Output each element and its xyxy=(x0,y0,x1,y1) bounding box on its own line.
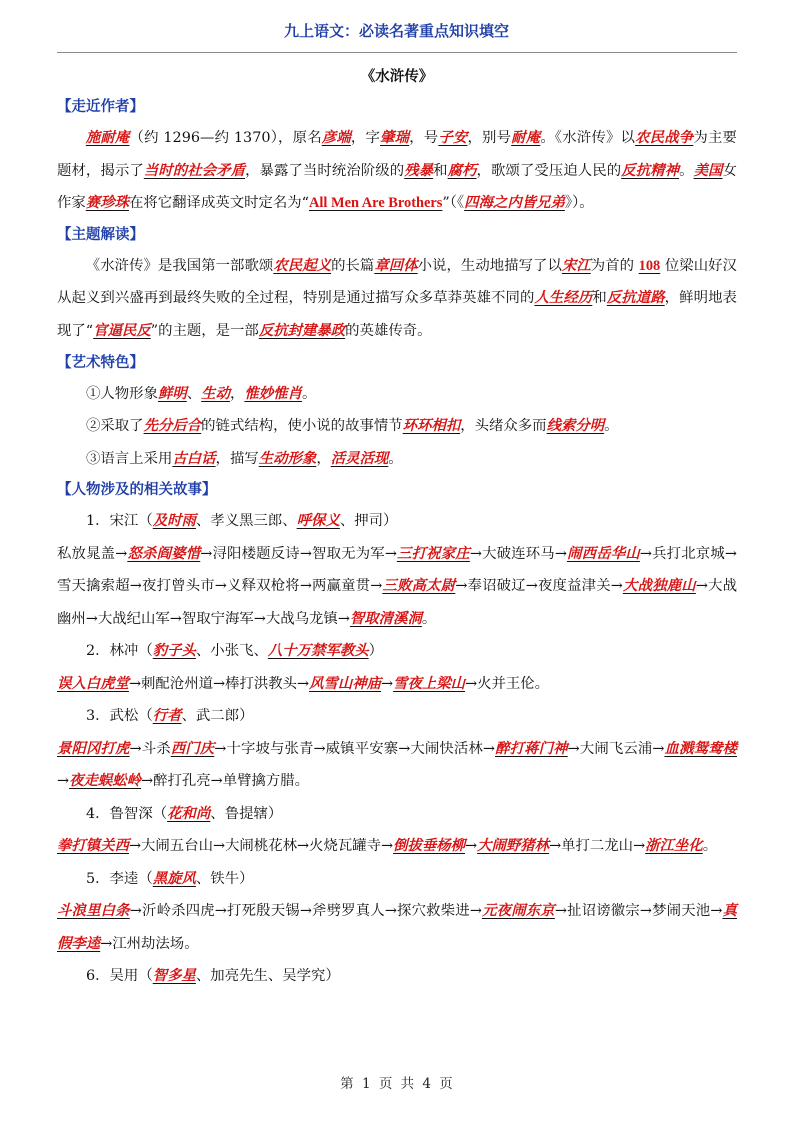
text-run: →单打二龙山→ xyxy=(549,838,646,855)
answer-text: 倒拔垂杨柳 xyxy=(393,837,466,855)
text-run: 、押司） xyxy=(339,513,398,530)
text-run: 在将它翻译成英文时定名为“ xyxy=(128,195,310,212)
answer-text: 四海之内皆兄弟 xyxy=(464,194,565,212)
answer-text: 残暴 xyxy=(404,161,434,179)
text-run: 位梁山好汉从起义到兴盛再到最终失败的全过程，特别是通过描写众多草莽英雄不同的 xyxy=(57,257,737,307)
answer-text: 生动形象 xyxy=(258,449,317,467)
answer-text: 大闹野猪林 xyxy=(477,837,550,855)
section-heading-author: 【走近作者】 xyxy=(57,99,144,115)
answer-text: 惟妙惟肖 xyxy=(244,384,302,402)
text-run: →兵打北京城→雪天擒索超→夜打曾头市→义释双枪将→两赢童贯→ xyxy=(57,545,737,595)
text-run: → xyxy=(57,773,70,790)
answer-text: 怒杀阎婆惜 xyxy=(127,544,201,562)
character-heading-likui xyxy=(57,863,737,896)
answer-text: 施耐庵 xyxy=(85,129,130,146)
text-run: 4．鲁智深（ xyxy=(86,805,168,822)
document-body xyxy=(57,62,737,993)
text-run: 。 xyxy=(702,838,718,855)
story-chain-luzhishen xyxy=(57,830,737,863)
answer-text: 鲜明 xyxy=(157,384,187,402)
answer-text: 美国 xyxy=(693,161,723,179)
answer-text: 环环相扣 xyxy=(402,417,461,435)
answer-text: 八十万禁军教头 xyxy=(267,642,369,660)
answer-text: 官逼民反 xyxy=(93,321,151,339)
answer-text: 反抗道路 xyxy=(606,289,665,307)
text-run: ） xyxy=(368,643,384,660)
text-run: 5．李逵（ xyxy=(86,870,153,887)
text-run: 的长篇 xyxy=(331,257,375,274)
text-run: ，头绪众多而 xyxy=(460,418,547,435)
page-number-footer: 第 1 页 共 4 页 xyxy=(340,1076,453,1092)
text-run: 的链式结构，使小说的故事情节 xyxy=(201,418,403,435)
text-run: → xyxy=(465,838,478,855)
answer-text: 误入白虎堂 xyxy=(57,674,129,692)
art-item-1 xyxy=(57,378,737,411)
story-chain-linchong xyxy=(57,668,737,701)
answer-text: 风雪山神庙 xyxy=(309,674,382,692)
text-run: 和 xyxy=(433,162,448,179)
answer-text: 大战独鹿山 xyxy=(622,577,696,595)
text-run: →大战幽州→大战纪山军→智取宁海军→大战乌龙镇→ xyxy=(57,578,737,627)
character-heading-wusong xyxy=(57,700,737,733)
answer-text: 反抗封建暴政 xyxy=(258,321,346,339)
text-run: →刺配沧州道→棒打洪教头→ xyxy=(128,675,310,692)
answer-text: 三败高太尉 xyxy=(382,577,456,595)
text-run: 、加亮先生、吴学究） xyxy=(195,968,340,985)
text-run: 。 xyxy=(301,385,317,402)
answer-text: 反抗精神 xyxy=(621,161,680,179)
answer-text: 西门庆 xyxy=(170,739,215,757)
character-heading-songjiang xyxy=(57,505,737,538)
text-run: ，号 xyxy=(409,130,439,146)
answer-text: 先分后合 xyxy=(143,417,202,435)
text-run: 。 xyxy=(388,450,403,467)
text-run: →江州劫法场。 xyxy=(100,935,199,952)
text-run: ， xyxy=(229,385,245,402)
text-run: 3．武松（ xyxy=(86,708,153,725)
text-run: ，暴露了当时统治阶级的 xyxy=(245,162,405,179)
text-run: 。 xyxy=(604,418,619,435)
answer-text: 夜走蜈蚣岭 xyxy=(69,772,142,790)
text-run: 。 xyxy=(679,162,694,179)
text-run: 为首的 xyxy=(590,257,639,274)
answer-text: 斗浪里白条 xyxy=(57,902,130,920)
answer-text: 腐朽 xyxy=(447,161,477,179)
text-run: （约 1296—约 1370），原名 xyxy=(129,130,322,146)
answer-text: 农民战争 xyxy=(635,129,694,146)
answer-text: 智多星 xyxy=(152,967,196,985)
author-paragraph xyxy=(57,122,737,220)
text-run: ③语言上采用 xyxy=(86,450,173,467)
text-run: 、孝义黑三郎、 xyxy=(195,513,297,530)
text-run: →扯诏谤徽宗→梦闹天池→ xyxy=(554,903,723,920)
text-run: 、铁牛） xyxy=(195,870,254,887)
section-heading-art: 【艺术特色】 xyxy=(57,354,144,371)
text-run: →醉打孔亮→单臂擒方腊。 xyxy=(141,773,310,790)
text-run: ②采取了 xyxy=(86,418,144,435)
answer-text: 行者 xyxy=(152,707,182,725)
text-run: → xyxy=(381,675,394,692)
text-run: 、小张飞、 xyxy=(195,643,268,660)
answer-text: 活灵活现 xyxy=(330,449,389,467)
text-run: ①人物形象 xyxy=(86,385,158,402)
text-run: ，歌颂了受压迫人民的 xyxy=(476,162,622,179)
text-run: 和 xyxy=(592,290,607,307)
answer-text: 人生经历 xyxy=(534,289,593,307)
answer-text: 拳打镇关西 xyxy=(57,837,129,855)
answer-text: 呼保义 xyxy=(296,512,340,530)
section-heading-stories: 【人物涉及的相关故事】 xyxy=(57,482,217,499)
text-run: ”的主题，是一部 xyxy=(150,322,259,339)
text-run: →斗杀 xyxy=(129,740,171,757)
answer-text: 景阳冈打虎 xyxy=(57,739,130,757)
text-run: →大闹五台山→大闹桃花林→火烧瓦罐寺→ xyxy=(128,838,394,855)
text-run: 2．林冲（ xyxy=(86,643,153,660)
text-run: ”（《 xyxy=(442,195,465,212)
text-run: →火并王伦。 xyxy=(465,675,550,692)
answer-text: 醉打蒋门神 xyxy=(495,739,568,757)
answer-text: All Men Are Brothers xyxy=(309,195,443,212)
text-run: →十字坡与张青→威镇平安寨→大闹快活林→ xyxy=(214,740,495,757)
text-run: ，描写 xyxy=(215,450,259,467)
answer-text: 血溅鸳鸯楼 xyxy=(664,739,737,757)
text-run: 《水浒传》是我国第一部歌颂 xyxy=(85,257,274,274)
text-run: ，别号 xyxy=(467,130,512,146)
answer-text: 黑旋风 xyxy=(152,869,196,887)
answer-text: 子安 xyxy=(438,129,468,146)
answer-text: 线索分明 xyxy=(546,417,605,435)
header-divider xyxy=(57,52,737,53)
text-run: ，鲜明地表现了“ xyxy=(57,290,737,339)
answer-text: 赛珍珠 xyxy=(85,194,129,212)
text-run: 为主要题材，揭示了 xyxy=(57,130,737,179)
text-run: →浔阳楼题反诗→智取无为军→ xyxy=(200,545,397,562)
answer-text: 真假李逵 xyxy=(57,902,737,952)
answer-text: 闹西岳华山 xyxy=(566,544,640,562)
answer-text: 及时雨 xyxy=(152,512,196,530)
document-title: 《水浒传》 xyxy=(360,68,434,85)
text-run: →大破连环马→ xyxy=(469,545,567,562)
section-heading-theme: 【主题解读】 xyxy=(57,226,144,243)
text-run: 小说，生动地描写了以 xyxy=(417,257,562,274)
text-run: ， xyxy=(316,450,331,467)
text-run: 、 xyxy=(186,385,202,402)
answer-text: 古白话 xyxy=(172,449,216,467)
text-run: 私放晁盖→ xyxy=(57,545,128,562)
text-run: 1．宋江（ xyxy=(86,513,153,530)
character-heading-luzhishen xyxy=(57,798,737,831)
answer-text: 雪夜上梁山 xyxy=(393,674,466,692)
answer-text: 三打祝家庄 xyxy=(396,544,470,562)
text-run: →奉诏破辽→夜度益津关→ xyxy=(455,578,623,595)
answer-text: 农民起义 xyxy=(273,256,332,274)
story-chain-likui xyxy=(57,895,737,960)
text-run: 》）。 xyxy=(564,195,594,212)
text-run: →大闹飞云浦→ xyxy=(567,740,665,757)
text-run: 、武二郎） xyxy=(181,708,254,725)
story-chain-wusong xyxy=(57,733,737,798)
answer-text: 智取清溪洞 xyxy=(349,609,422,627)
answer-text: 耐庵 xyxy=(511,129,541,146)
text-run: ，字 xyxy=(350,130,381,146)
character-heading-wuyong xyxy=(57,960,737,993)
answer-text: 彦端 xyxy=(321,129,351,146)
answer-text: 当时的社会矛盾 xyxy=(143,161,246,179)
answer-text: 元夜闹东京 xyxy=(481,902,555,920)
answer-text: 豹子头 xyxy=(152,642,196,660)
text-run: 。 xyxy=(421,610,437,627)
character-heading-linchong xyxy=(57,635,737,668)
page-header-title: 九上语文：必读名著重点知识填空 xyxy=(283,22,509,40)
text-run: 、鲁提辖） xyxy=(210,805,283,822)
answer-text: 108 xyxy=(638,257,661,274)
answer-text: 章回体 xyxy=(374,256,418,274)
story-chain-songjiang xyxy=(57,538,737,636)
text-run: 女作家 xyxy=(57,162,737,212)
art-item-2 xyxy=(57,410,737,443)
answer-text: 花和尚 xyxy=(167,804,211,822)
text-run: →沂岭杀四虎→打死殷天锡→斧劈罗真人→探穴救柴进→ xyxy=(129,903,482,920)
answer-text: 宋江 xyxy=(561,256,591,274)
answer-text: 浙江坐化 xyxy=(645,837,703,855)
theme-paragraph xyxy=(57,250,737,348)
text-run: 6．吴用（ xyxy=(86,968,153,985)
text-run: 。《水浒传》以 xyxy=(540,130,636,146)
answer-text: 肇瑞 xyxy=(380,129,410,146)
answer-text: 生动 xyxy=(201,384,230,402)
art-item-3 xyxy=(57,443,737,476)
text-run: 的英雄传奇。 xyxy=(345,322,432,339)
